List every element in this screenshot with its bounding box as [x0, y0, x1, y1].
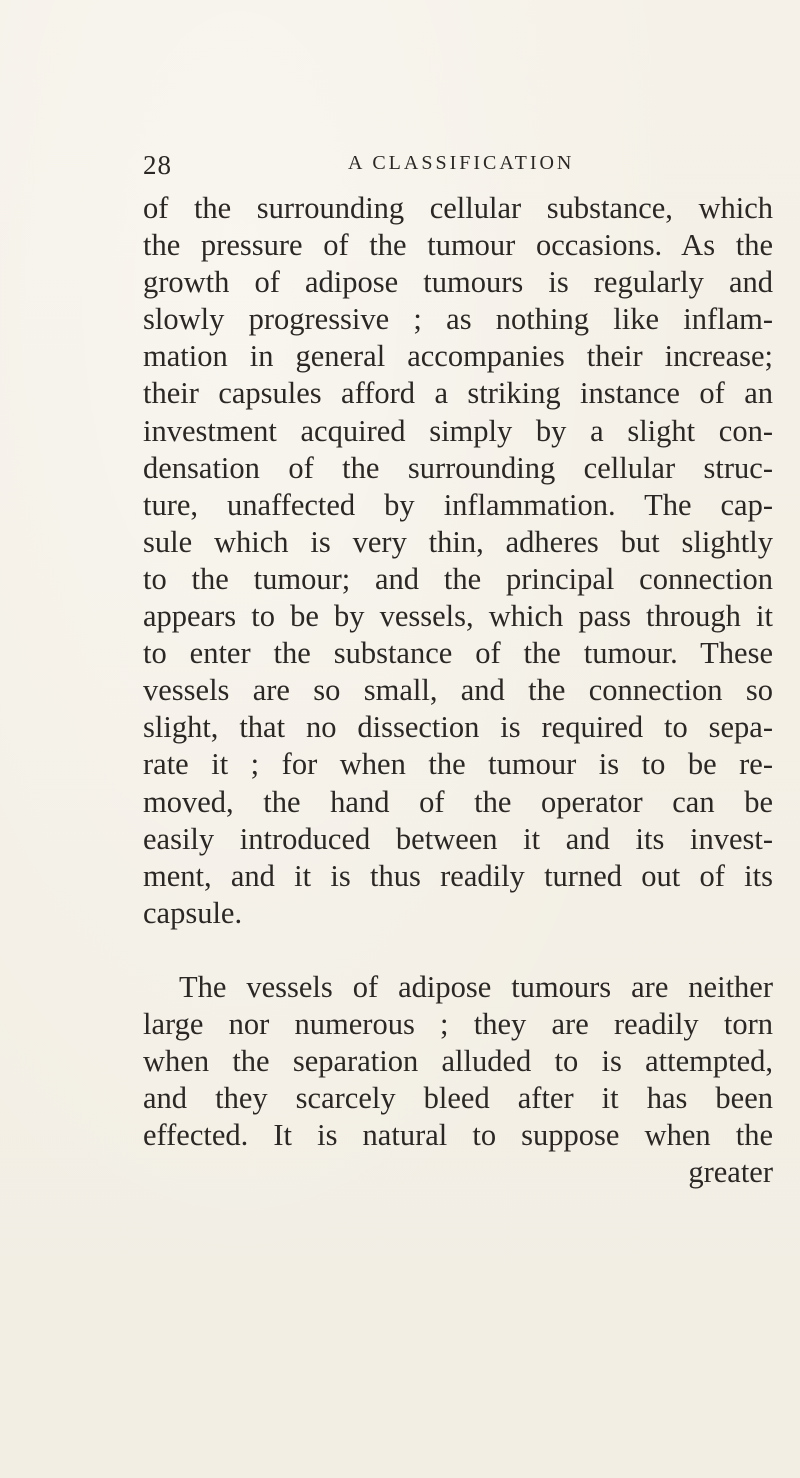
running-title: A CLASSIFICATION — [348, 152, 575, 174]
text-line: vessels are so small, and the connection so — [143, 673, 773, 708]
text-line: and they scarcely bleed after it has been — [143, 1081, 773, 1116]
paragraph-spacer — [143, 932, 773, 969]
text-line: ment, and it is thus readily turned out of its — [143, 858, 773, 893]
text-line: slight, that no dissection is required to sepa- — [143, 710, 773, 745]
text-line: growth of adipose tumours is regularly and — [143, 265, 773, 300]
paragraph-1 — [143, 190, 773, 932]
text-line: the pressure of the tumour occasions. As the — [143, 228, 773, 263]
text-line: of the surrounding cellular substance, which — [143, 191, 773, 225]
running-head — [143, 150, 773, 190]
text-line: sule which is very thin, adheres but slightly — [143, 524, 773, 559]
text-line: ture, unaffected by inflammation. The cap- — [143, 487, 773, 522]
body-text — [143, 190, 773, 1191]
text-line: The vessels of adipose tumours are neither — [179, 969, 773, 1004]
text-line: capsule. — [143, 895, 243, 930]
text-line: densation of the surrounding cellular struc- — [143, 450, 773, 485]
text-line: slowly progressive ; as nothing like inflam- — [143, 302, 773, 337]
page-number: 28 — [143, 150, 172, 180]
text-line: investment acquired simply by a slight con- — [143, 413, 773, 448]
text-line: effected. It is natural to suppose when the — [143, 1118, 773, 1153]
text-line: easily introduced between it and its invest- — [143, 821, 773, 856]
paragraph-2 — [143, 969, 773, 1154]
text-line: mation in general accompanies their increase; — [143, 339, 773, 374]
text-line: their capsules afford a striking instance of an — [143, 376, 773, 411]
text-line: to the tumour; and the principal connection — [143, 561, 773, 596]
catchword: greater — [688, 1155, 773, 1190]
text-line: moved, the hand of the operator can be — [143, 784, 773, 819]
text-line: large nor numerous ; they are readily torn — [143, 1006, 773, 1041]
text-line: appears to be by vessels, which pass through it — [143, 599, 773, 634]
text-line: to enter the substance of the tumour. These — [143, 636, 773, 671]
text-line: rate it ; for when the tumour is to be re- — [143, 747, 773, 782]
text-line: when the separation alluded to is attempted, — [143, 1044, 773, 1079]
